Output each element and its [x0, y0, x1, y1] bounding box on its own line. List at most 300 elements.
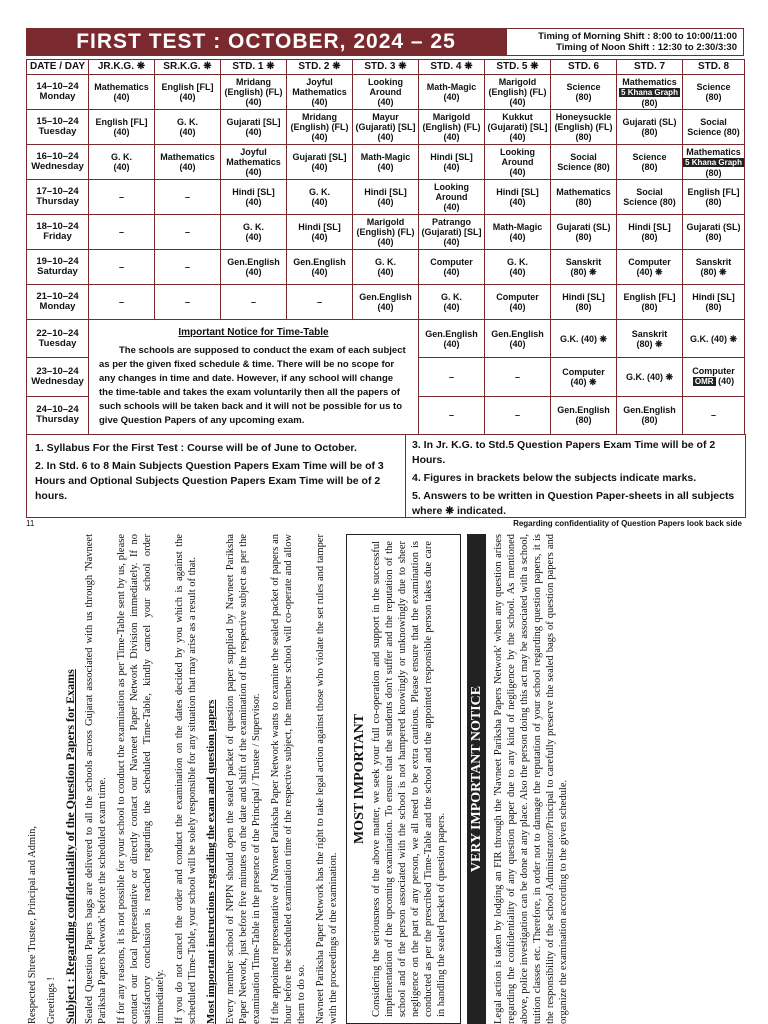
cell-line: (40) — [245, 167, 262, 177]
subject-cell — [353, 250, 419, 285]
notes-left — [27, 435, 406, 517]
cell-line: Computer — [628, 257, 671, 267]
cell-line: G.K. (40) ❋ — [625, 371, 674, 382]
cell-line: Gen.English — [557, 405, 610, 416]
subject-cell — [485, 250, 551, 285]
cell-line: Gen.English — [227, 257, 280, 267]
subject-cell — [551, 396, 617, 434]
subject-cell — [617, 145, 683, 180]
cell-line: Math-Magic — [426, 82, 477, 92]
day: Monday — [39, 91, 76, 102]
greeting: Greetings ! — [46, 977, 57, 1024]
paragraph-3: If you do not cancel the order and conduct the examination on the dates decided by you which is against the scheduled Time-Table, your school will be solely responsible for any situation that may arise as a result of that. — [174, 534, 198, 1024]
cell-line: Looking Around — [434, 182, 469, 202]
cell-line: Math-Magic — [492, 222, 543, 232]
cell-line: (40) — [509, 167, 526, 177]
paragraph-6: Navneet Pariksha Paper Network has the right to take legal action against those who violate the set rules and tamper with the proceedings of the examination. — [315, 534, 339, 1024]
cell-line: English [FL] — [95, 117, 148, 127]
cell-line: (40) — [311, 162, 328, 172]
cell-line: Computer — [430, 257, 473, 267]
note-1: 1. Syllabus For the First Test : Course will be of June to October. — [35, 442, 357, 454]
subject-cell — [551, 180, 617, 215]
subject-cell — [551, 358, 617, 396]
cell-line: Gen.English — [491, 328, 544, 339]
cell-line: (40) — [245, 97, 262, 107]
column-header: STD. 4 ❋ — [419, 60, 485, 75]
cell-line: (40) — [443, 302, 460, 312]
cell-line: Sanskrit — [695, 257, 732, 267]
cell-line: – — [316, 297, 322, 307]
subject-cell — [353, 75, 419, 110]
subject-cell — [683, 320, 745, 358]
column-header: JR.K.G. ❋ — [89, 60, 155, 75]
page-title: FIRST TEST : OCTOBER, 2024 – 25 — [26, 28, 506, 56]
day: Thursday — [36, 196, 79, 207]
subject-cell — [617, 110, 683, 145]
cell-line: (80) — [575, 302, 592, 312]
notes — [26, 434, 746, 518]
cell-line: (40) — [377, 197, 394, 207]
subject-cell — [221, 110, 287, 145]
cell-line: Hindi [SL] — [298, 222, 341, 232]
cell-line: (English) (FL) — [422, 122, 481, 132]
subject-cell — [155, 180, 221, 215]
subject-cell — [419, 180, 485, 215]
cell-line: Computer — [692, 366, 735, 377]
subject-cell — [155, 250, 221, 285]
date-cell — [27, 145, 89, 180]
date-cell — [27, 250, 89, 285]
cell-line: – — [184, 262, 190, 272]
cell-line: Mathematics — [556, 187, 611, 197]
note-3: 3. In Jr. K.G. to Std.5 Question Papers Exam Time will be of 2 Hours. — [412, 439, 716, 466]
rotated-letter — [26, 534, 744, 1024]
cell-line: Science (80) — [623, 197, 676, 207]
cell-line: Gujarati (SL) — [686, 222, 741, 232]
cell-line: Science — [566, 82, 601, 92]
subject-cell — [353, 215, 419, 250]
shift-timings — [506, 28, 744, 56]
cell-line: Hindi [SL] — [692, 292, 735, 302]
subject-cell — [287, 145, 353, 180]
day: Wednesday — [31, 161, 84, 172]
cell-line: (English) (FL) — [356, 227, 415, 237]
most-important-box — [346, 534, 461, 1024]
subject-cell — [221, 285, 287, 320]
cell-line: English [FL] — [623, 292, 676, 302]
cell-line: (80) — [641, 232, 658, 242]
subject-cell — [617, 215, 683, 250]
header — [26, 28, 744, 56]
cell-line: Science — [696, 82, 731, 92]
cell-line: Mathematics — [292, 87, 347, 97]
cell-line: Hindi [SL] — [496, 187, 539, 197]
table-row — [27, 180, 745, 215]
column-header: STD. 1 ❋ — [221, 60, 287, 75]
cell-line: (40) — [311, 267, 328, 277]
cell-line: (80) — [705, 167, 722, 178]
table-row — [27, 285, 745, 320]
subject-cell — [683, 285, 745, 320]
cell-line: (40) — [509, 132, 526, 142]
cell-line: Marigold — [498, 77, 537, 87]
cell-line: (80) — [705, 197, 722, 207]
cell-line: (80) — [641, 302, 658, 312]
subject-cell — [485, 215, 551, 250]
cell-line: (80) — [575, 132, 592, 142]
subject-cell — [419, 250, 485, 285]
table-row — [27, 145, 745, 180]
cell-line: – — [118, 262, 124, 272]
subject-cell — [485, 180, 551, 215]
cell-line: Mayur — [372, 112, 399, 122]
cell-line: (40) — [377, 302, 394, 312]
cell-line: G. K. — [242, 222, 264, 232]
subject-cell — [419, 285, 485, 320]
table-row — [27, 215, 745, 250]
subject-cell — [353, 110, 419, 145]
cell-line: English [FL] — [687, 187, 740, 197]
subject-cell — [485, 358, 551, 396]
column-header: STD. 3 ❋ — [353, 60, 419, 75]
cell-line: Mridang — [236, 77, 271, 87]
cell-line: English [FL] — [161, 82, 214, 92]
subject-cell — [617, 396, 683, 434]
cell-line: Looking Around — [500, 147, 535, 167]
subject-cell — [287, 110, 353, 145]
cell-line: Mathematics — [94, 82, 149, 92]
subject-cell — [683, 110, 745, 145]
column-header: STD. 6 — [551, 60, 617, 75]
subject-cell — [155, 215, 221, 250]
cell-line: (80) — [705, 92, 722, 102]
cell-line: (80) ❋ — [636, 338, 663, 349]
day: Tuesday — [38, 337, 77, 349]
paragraph-7: Considering the seriousness of the above matter, we seek your full co-operation and support in the successful implementation of the upcoming examination. To ensure that the students don't suffer and the reputation of the school and of the person associated with the school is not hampered knowingly or unknowingly due to sheer negligence on the part of any person, we all need to be extra cautious. Please ensure that the examination is conducted as per the prescribed Time-Table and the school and the appointed responsible person takes due care in handling the sealed packet of question papers. — [371, 541, 447, 1017]
cell-line: G. K. — [110, 152, 132, 162]
cell-line: – — [448, 410, 454, 421]
cell-line: – — [118, 192, 124, 202]
subject-cell — [89, 145, 155, 180]
cell-line: (40) — [377, 97, 394, 107]
cell-line: Mridang — [302, 112, 337, 122]
subject-cell — [221, 145, 287, 180]
cell-line: Marigold — [366, 217, 405, 227]
cell-line: – — [448, 371, 454, 382]
subject-cell — [89, 180, 155, 215]
subject-cell — [419, 215, 485, 250]
cell-line: Looking Around — [368, 77, 403, 97]
cell-line: OMR (40) — [694, 376, 735, 387]
subject-cell — [683, 358, 745, 396]
subject-cell — [353, 180, 419, 215]
cell-line: Sanskrit — [631, 328, 668, 339]
column-header: STD. 5 ❋ — [485, 60, 551, 75]
subject-cell — [551, 250, 617, 285]
cell-line: Hindi [SL] — [364, 187, 407, 197]
column-header: DATE / DAY — [27, 60, 89, 75]
date: 16–10–24 — [36, 151, 79, 162]
subject-cell — [419, 110, 485, 145]
subject-cell — [683, 75, 745, 110]
cell-line: (80) — [705, 232, 722, 242]
day: Saturday — [37, 266, 78, 277]
subject-cell — [485, 320, 551, 358]
cell-line: (40) — [245, 127, 262, 137]
subject-cell — [617, 285, 683, 320]
cell-line: (40) — [377, 132, 394, 142]
subject-cell — [551, 320, 617, 358]
day: Tuesday — [38, 126, 77, 137]
cell-line: (40) — [443, 202, 460, 212]
subject-cell — [155, 75, 221, 110]
cell-line: (40) — [311, 197, 328, 207]
cell-line: Hindi [SL] — [232, 187, 275, 197]
subject-cell — [617, 75, 683, 110]
notice-body: The schools are supposed to conduct the exam of each subject as per the given fixed schedule & time. There will be no scope for any changes in time and date. However, if any school will change the time-table and takes the exam voluntarily then all the papers of such schools will be taken back and it will not be possible for us to give Question Papers of any upcoming exam. — [99, 345, 406, 426]
column-header: STD. 7 — [617, 60, 683, 75]
cell-line: (40) — [509, 97, 526, 107]
date: 18–10–24 — [36, 221, 79, 232]
cell-line: (80) — [641, 162, 658, 172]
cell-line: (40) — [377, 162, 394, 172]
cell-line: – — [184, 192, 190, 202]
day: Wednesday — [31, 375, 84, 387]
subject-cell — [419, 75, 485, 110]
cell-line: (80) ❋ — [700, 267, 727, 277]
subject-cell — [155, 110, 221, 145]
cell-line: (80) — [575, 197, 592, 207]
table-row — [27, 75, 745, 110]
subject-cell — [617, 180, 683, 215]
cell-line: Hindi [SL] — [430, 152, 473, 162]
cell-line: (40) — [179, 127, 196, 137]
table-row — [27, 110, 745, 145]
cell-line: (40) — [245, 267, 262, 277]
subject-cell — [287, 180, 353, 215]
subject-cell — [419, 320, 485, 358]
subject-cell — [683, 145, 745, 180]
cell-line: Computer — [562, 366, 605, 377]
cell-line: – — [250, 297, 256, 307]
subject-cell — [89, 285, 155, 320]
column-header: SR.K.G. ❋ — [155, 60, 221, 75]
cell-line: Science — [632, 152, 667, 162]
cell-line: G. K. — [308, 187, 330, 197]
date-cell — [27, 110, 89, 145]
cell-line: Science (80) — [687, 127, 740, 137]
cell-line: Patrango — [431, 217, 471, 227]
date: 19–10–24 — [36, 256, 79, 267]
cell-line: (40) — [245, 232, 262, 242]
cell-line: Math-Magic — [360, 152, 411, 162]
cell-line: (40) — [509, 302, 526, 312]
page-number: 11 — [26, 519, 35, 528]
subject-cell — [221, 180, 287, 215]
cell-line: (40) — [443, 132, 460, 142]
cell-line: Sanskrit — [565, 257, 602, 267]
cell-line: (40) — [509, 232, 526, 242]
cell-line: Science (80) — [557, 162, 610, 172]
subject-cell — [221, 75, 287, 110]
cell-line: (Gujarati) [SL] — [421, 227, 482, 237]
date: 21–10–24 — [36, 291, 79, 302]
cell-line: (80) — [705, 302, 722, 312]
table-row — [27, 250, 745, 285]
subject-cell — [551, 285, 617, 320]
cell-line: Joyful — [240, 147, 267, 157]
letter-subject: Subject : Regarding confidentiality of the Question Papers for Exams — [63, 669, 77, 1024]
cell-line: Mathematics — [226, 157, 281, 167]
cell-line: G.K. (40) ❋ — [559, 333, 608, 344]
very-important-title: VERY IMPORTANT NOTICE — [467, 534, 486, 1024]
date-cell — [27, 358, 89, 396]
subject-cell — [287, 250, 353, 285]
cell-line: Gujarati [SL] — [226, 117, 281, 127]
cell-line: (40) — [113, 92, 130, 102]
cell-line: Gen.English — [293, 257, 346, 267]
cell-line: (40) — [443, 338, 460, 349]
cell-line: G. K. — [440, 292, 462, 302]
cell-line: (40) — [311, 232, 328, 242]
note-2: 2. In Std. 6 to 8 Main Subjects Question Papers Exam Time will be of 3 Hours and Optional Subjects Question Papers Exam Time will be of 2 hours. — [35, 460, 384, 502]
salutation: Respected Shree Trustee, Principal and Admin, — [27, 825, 38, 1024]
cell-line: Mathematics — [160, 152, 215, 162]
column-header: STD. 2 ❋ — [287, 60, 353, 75]
cell-line: (40) — [245, 197, 262, 207]
notice-title: Important Notice for Time-Table — [178, 327, 329, 338]
subject-cell — [353, 285, 419, 320]
subject-cell — [221, 250, 287, 285]
cell-line: (40) ❋ — [570, 376, 597, 387]
cell-line: 5 Khana Graph — [621, 87, 678, 97]
cell-line: Gen.English — [623, 405, 676, 416]
timetable — [26, 59, 745, 435]
paragraph-4: Every member school of NPPN should open the sealed packet of question paper supplied by Navneet Pariksha Paper Network, just before five minutes on the date and shift of the examination of the respective subject as per the examination Time-Table in the presence of the Principal / Trustee / Supervisor. — [225, 534, 262, 1024]
cell-line: (English) (FL) — [554, 122, 613, 132]
cell-line: (40) — [377, 237, 394, 247]
cell-line: G. K. — [176, 117, 198, 127]
notes-right — [406, 435, 745, 517]
subject-cell — [419, 396, 485, 434]
note-5: 5. Answers to be written in Question Paper-sheets in all subjects where ❋ indicated. — [412, 490, 735, 517]
cell-line: (80) — [641, 97, 658, 108]
table-row — [27, 320, 745, 358]
cell-line: Gen.English — [425, 328, 478, 339]
cell-line: Mathematics — [686, 146, 741, 157]
cell-line: Social — [636, 187, 663, 197]
cell-line: (80) — [641, 415, 658, 426]
subject-cell — [551, 75, 617, 110]
paragraph-8: Legal action is taken by lodging an FIR through the 'Navneet Pariksha Papers Network' when any question arises regarding the confidentiality of any question paper due to any kind of negligence by the school. As mentioned above, police investigation can be done at any place. Also the person doing this act may be associated with a school, tuition classes etc. Therefore, in order not to damage the reputation of your school regarding question papers, it is the responsibility of the school Administrator/Principal to carefully preserve the sealed bags of question papers and organize the examination according to the given schedule. — [493, 534, 569, 1024]
footnote: Regarding confidentiality of Question Papers look back side — [513, 519, 742, 528]
paragraph-2: If for any reasons, it is not possible for your school to conduct the examination as per Time-Table sent by us, please contact our local representative or directly contact our Navneet Paper Network Division immediately. If no satisfactory conclusion is reached regarding the scheduled Time-Table, kindly cancel your school order immediately. — [116, 534, 166, 1024]
paragraph-5: If the appointed representative of Navneet Pariksha Paper Network wants to examine the sealed packet of papers an hour before the scheduled examination time of the respective subject, the member school will co-operate and allow them to do so. — [270, 534, 307, 1024]
date: 17–10–24 — [36, 186, 79, 197]
cell-line: (80) — [575, 92, 592, 102]
date: 23–10–24 — [36, 365, 79, 377]
most-important-title: MOST IMPORTANT — [352, 713, 367, 845]
cell-line: – — [514, 371, 520, 382]
cell-line: (40) — [443, 92, 460, 102]
cell-line: – — [184, 297, 190, 307]
back-page — [26, 534, 744, 1024]
date-cell — [27, 285, 89, 320]
date: 15–10–24 — [36, 116, 79, 127]
cell-line: Hindi [SL] — [628, 222, 671, 232]
cell-line: – — [118, 297, 124, 307]
subject-cell — [89, 215, 155, 250]
note-4: 4. Figures in brackets below the subjects indicate marks. — [412, 472, 697, 484]
cell-line: (40) — [113, 162, 130, 172]
subject-cell — [221, 215, 287, 250]
subject-cell — [89, 75, 155, 110]
noon-shift: Timing of Noon Shift : 12:30 to 2:30/3:30 — [556, 42, 737, 53]
cell-line: Mathematics — [622, 76, 677, 87]
date: 14–10–24 — [36, 81, 79, 92]
subject-cell — [89, 110, 155, 145]
cell-line: Social — [570, 152, 597, 162]
subject-cell — [419, 358, 485, 396]
cell-line: (40) — [509, 267, 526, 277]
cell-line: (40) — [443, 162, 460, 172]
cell-line: (English) (FL) — [224, 87, 283, 97]
subject-cell — [617, 358, 683, 396]
subject-cell — [155, 145, 221, 180]
date-cell — [27, 215, 89, 250]
subject-cell — [485, 285, 551, 320]
date: 22–10–24 — [36, 327, 79, 339]
cell-line: Social — [700, 117, 727, 127]
paragraph-1: Sealed Question Papers bags are delivered to all the schools across Gujarat associated with us through 'Navneet Pariksha Papers Network' before the scheduled exam time. — [84, 534, 108, 1024]
morning-shift: Timing of Morning Shift : 8:00 to 10:00/11:00 — [538, 31, 737, 42]
date-cell — [27, 180, 89, 215]
date-cell — [27, 75, 89, 110]
cell-line: (40) — [311, 97, 328, 107]
cell-line: (40) — [179, 92, 196, 102]
cell-line: – — [710, 410, 716, 421]
subject-cell — [419, 145, 485, 180]
cell-line: (40) — [113, 127, 130, 137]
subject-cell — [683, 180, 745, 215]
header-row — [27, 60, 745, 75]
subject-cell — [89, 250, 155, 285]
subject-cell — [551, 215, 617, 250]
cell-line: Kukkut — [502, 112, 533, 122]
cell-line: – — [514, 410, 520, 421]
subject-cell — [485, 110, 551, 145]
day: Thursday — [36, 414, 79, 426]
cell-line: G. K. — [374, 257, 396, 267]
cell-line: – — [118, 227, 124, 237]
cell-line: G. K. — [506, 257, 528, 267]
subject-cell — [353, 145, 419, 180]
subject-cell — [485, 145, 551, 180]
cell-line: 5 Khana Graph — [685, 157, 742, 167]
cell-line: (Gujarati) [SL] — [487, 122, 548, 132]
cell-line: – — [184, 227, 190, 237]
subject-cell — [683, 396, 745, 434]
cell-line: (40) — [377, 267, 394, 277]
notice-box — [89, 320, 419, 435]
subject-cell — [617, 250, 683, 285]
cell-line: Gujarati (SL) — [556, 222, 611, 232]
subject-cell — [551, 110, 617, 145]
cell-line: (80) — [575, 415, 592, 426]
cell-line: (40) — [509, 197, 526, 207]
cell-line: Computer — [496, 292, 539, 302]
cell-line: Joyful — [306, 77, 333, 87]
